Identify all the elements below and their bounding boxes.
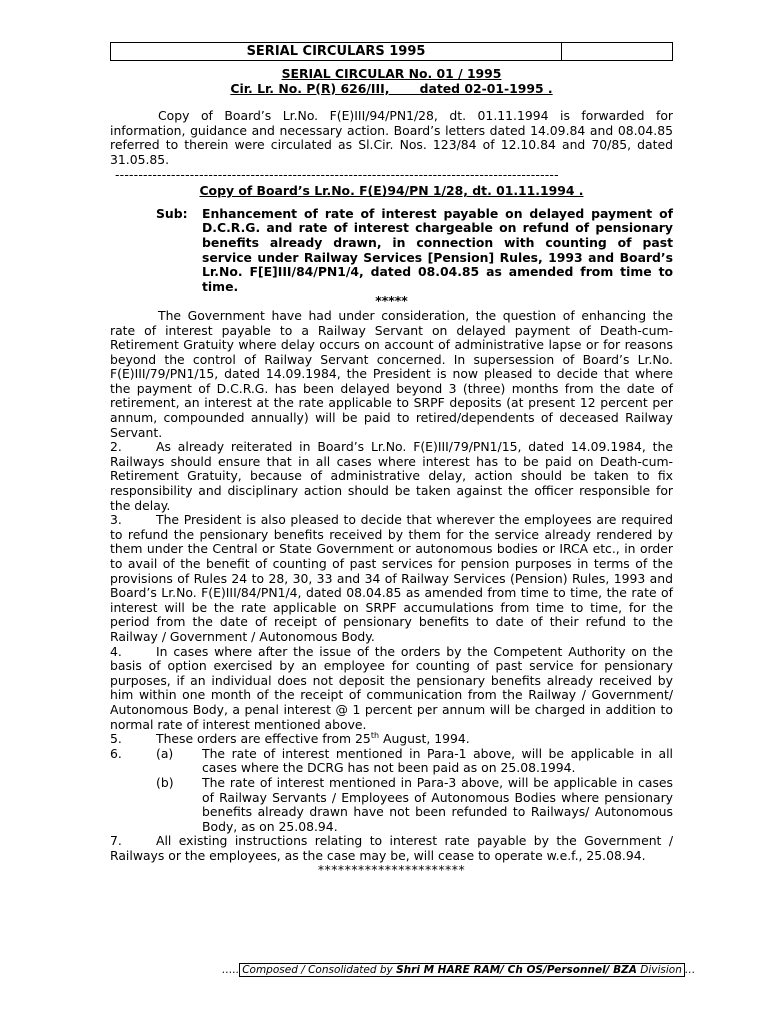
footer-author-name: Shri M HARE RAM/ Ch OS/Personnel/ BZA <box>396 964 637 976</box>
copy-title: Copy of Board’s Lr.No. F(E)94/PN 1/28, dt. 01.11.1994 . <box>199 183 584 199</box>
header-title: SERIAL CIRCULARS 1995 <box>111 43 562 60</box>
paragraph-7-text: All existing instructions relating to interest rate payable by the Government / Railways or the employees, as the case may be, will cease to operate w.e.f., 25.08.94. <box>110 833 673 863</box>
paragraph-1: The Government have had under consideration, the question of enhancing the rate of interest payable to a Railway Servant on delayed payment of Death-cum-Retirement Gratuity where delay occurs on account of administrative lapse or for reasons beyond the control of Railway Servant concerned. In supersession of Board’s Lr.No. F(E)III/79/PN1/15, dated 14.09.1984, the President is now pleased to decide that where the payment of D.C.R.G. has been delayed beyond 3 (three) months from the date of retirement, an interest at the rate applicable to SRPF deposits (at present 12 percent per annum, compounded annually) will be paid to retired/dependents of deceased Railway Servant. <box>110 307 673 440</box>
subject-block <box>156 207 673 295</box>
paragraph-6-number: 6. <box>110 745 122 761</box>
header-blank-cell <box>562 43 672 60</box>
paragraph-4-number: 4. <box>110 643 122 659</box>
paragraph-3-text: The President is also pleased to decide that wherever the employees are required to refund the pensionary benefits received by them for the service already rendered by them under the Central or State Government or autonomous bodies or IRCA etc., in order to avail of the benefit of counting of past services for pension purposes in terms of the provisions of Rules 24 to 28, 30, 33 and 34 of Railway Services (Pension) Rules, 1993 and Board’s Lr.No. F(E)III/84/PN1/4, dated 08.04.85 as amended from time to time, the rate of interest will be the rate applicable on SRPF accumulations from time to time, for the period from the date of receipt of pensionary benefits to date of their refund to the Railway / Government / Autonomous Body. <box>110 512 673 644</box>
footer-box <box>239 963 685 977</box>
paragraph-5-text: These orders are effective from 25 <box>156 731 371 747</box>
paragraph-5-number: 5. <box>110 731 122 747</box>
paragraph-2-text: As already reiterated in Board’s Lr.No. F(E)III/79/PN1/15, dated 14.09.1984, the Railways should ensure that in all cases where interest has to be paid on Death-cum-Retirement Gratuity, because of administrative delay, action should be taken to fix responsibility and disciplinary action should be taken against the officer responsible for the delay. <box>110 439 673 513</box>
footer-trail-dots: … <box>684 964 696 976</box>
subject-label: Sub: <box>156 205 188 221</box>
paragraph-2-number: 2. <box>110 439 122 455</box>
stars-separator-bottom: ********************** <box>317 862 466 878</box>
document-page <box>110 42 673 878</box>
header-box <box>110 42 673 61</box>
subject-text: Enhancement of rate of interest payable on delayed payment of D.C.R.G. and rate of interest chargeable on refund of pensionary benefits already drawn, in connection with counting of past service under Railway Services [Pension] Rules, 1993 and Board’s Lr.No. F[E]III/84/PN1/4, dated 08.04.85 as amended from time to time. <box>202 205 673 294</box>
paragraph-4-text: In cases where after the issue of the orders by the Competent Authority on the basis of option exercised by an employee for counting of past service for pensionary purposes, if an individual does not deposit the pensionary benefits already received by him within one month of the receipt of communication from the Railway / Government/ Autonomous Body, a penal interest @ 1 percent per annum will be charged in addition to normal rate of interest mentioned above. <box>110 643 673 732</box>
stars-separator-top: ***** <box>375 293 408 309</box>
paragraph-6b-letter: (b) <box>156 774 174 790</box>
footer-composed-text: Composed / Consolidated by <box>242 964 397 976</box>
paragraph-5-text-end: August, 1994. <box>379 731 470 747</box>
paragraph-4 <box>110 645 673 733</box>
paragraph-5 <box>110 732 673 747</box>
footer-credit <box>222 963 695 978</box>
paragraph-2 <box>110 440 673 513</box>
paragraph-3 <box>110 513 673 644</box>
footer-division-text: Division <box>636 964 682 976</box>
footer-lead-dots: ….. <box>222 964 240 976</box>
paragraph-6a <box>110 747 673 776</box>
paragraph-5-superscript: th <box>370 731 380 740</box>
circular-number: SERIAL CIRCULAR No. 01 / 1995 <box>281 66 502 81</box>
paragraph-6a-text: The rate of interest mentioned in Para-1 above, will be applicable in all cases where the DCRG has not been paid as on 25.08.1994. <box>202 745 673 776</box>
intro-paragraph: Copy of Board’s Lr.No. F(E)III/94/PN1/28, dt. 01.11.1994 is forwarded for information, guidance and necessary action. Board’s letters dated 14.09.84 and 08.04.85 referred to therein were circulated as Sl.Cir. Nos. 123/84 of 12.10.84 and 70/85, dated 31.05.85. <box>110 108 673 167</box>
paragraph-6b-text: The rate of interest mentioned in Para-3 above, will be applicable in cases of Railway Servants / Employees of Autonomous Bodies where pensionary benefits already drawn have not been refunded to Railways/ Autonomous Body, as on 25.08.94. <box>202 774 673 834</box>
circular-reference: Cir. Lr. No. P(R) 626/III, dated 02-01-1995 . <box>230 80 553 96</box>
paragraph-7 <box>110 834 673 863</box>
divider-line: ----------------------------------------------------------------------------------------------- <box>115 167 559 182</box>
paragraph-6a-letter: (a) <box>156 745 174 761</box>
paragraph-6b <box>110 776 673 834</box>
paragraph-7-number: 7. <box>110 833 122 849</box>
paragraph-3-number: 3. <box>110 512 122 528</box>
